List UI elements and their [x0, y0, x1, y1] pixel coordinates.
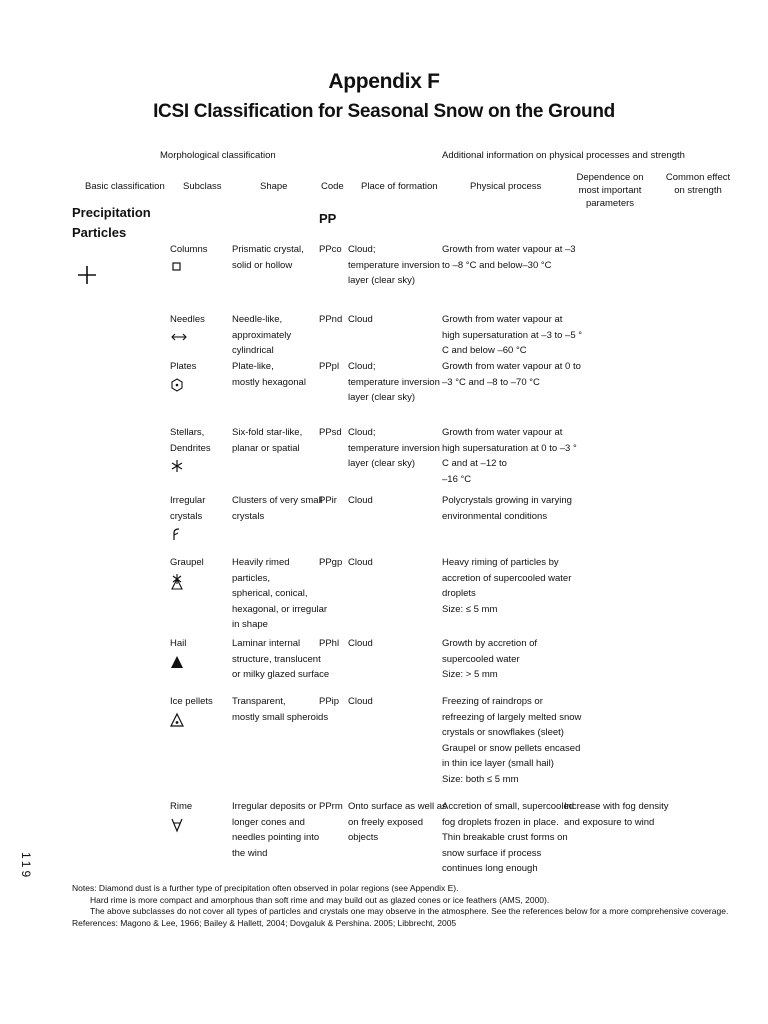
place-cell: Onto surface as well as on freely exposed objects — [348, 801, 447, 843]
code-cell: PPgp — [319, 557, 343, 568]
process-cell: Growth from water vapour at –3 to –8 °C and below–30 °C — [442, 244, 576, 271]
code-cell: PPpl — [319, 361, 340, 372]
irregular-crystal-icon — [170, 526, 184, 542]
subclass-cell: Needles — [170, 312, 205, 344]
group-header-additional: Additional information on physical processes and strength — [442, 150, 685, 161]
process-cell: Growth by accretion of supercooled water Size: > 5 mm — [442, 638, 538, 680]
dotted-triangle-icon — [170, 712, 184, 728]
plus-icon — [76, 264, 98, 286]
shape-cell: Irregular deposits or longer cones and needles pointing into the wind — [232, 801, 320, 859]
inverted-a-icon — [170, 817, 184, 833]
shape-cell: Transparent, mostly small spheroids — [232, 696, 329, 723]
col-header-shape: Shape — [260, 181, 288, 192]
col-header-subclass: Subclass — [183, 181, 222, 192]
process-cell: Accretion of small, supercooled fog droplets frozen in place. Thin breakable crust forms on snow surface if process continues long enough — [442, 801, 575, 874]
dependence-cell: Increase with fog density and exposure to wind — [564, 801, 669, 828]
hexagon-icon — [170, 377, 184, 393]
shape-cell: Plate-like, mostly hexagonal — [232, 361, 306, 388]
note-line: Hard rime is more compact and amorphous than soft rime and may build out as glazed cones or ice feathers (AMS, 2000). — [90, 894, 550, 905]
graupel-icon — [170, 573, 184, 591]
shape-cell: Prismatic crystal, solid or hollow — [232, 244, 304, 271]
notes-block — [72, 883, 729, 929]
place-cell: Cloud — [348, 638, 373, 649]
col-header-process: Physical process — [470, 181, 542, 192]
code-cell: PPco — [319, 244, 342, 255]
place-cell: Cloud — [348, 557, 373, 568]
process-cell: Heavy riming of particles by accretion of supercooled water droplets Size: ≤ 5 mm — [442, 557, 572, 615]
code-cell: PPhl — [319, 638, 340, 649]
shape-cell: Needle-like, approximately cylindrical — [232, 314, 292, 356]
subclass-cell: Plates — [170, 359, 196, 393]
process-cell: Growth from water vapour at high supersaturation at –3 to –5 ° C and below –60 °C — [442, 314, 583, 356]
place-cell: Cloud; temperature inversion layer (clear sky) — [348, 244, 440, 286]
appendix-heading: Appendix F — [328, 70, 440, 93]
col-header-place: Place of formation — [361, 181, 438, 192]
place-cell: Cloud — [348, 314, 373, 325]
subclass-cell: Columns — [170, 242, 208, 274]
process-cell: Growth from water vapour at 0 to –3 °C and –8 to –70 °C — [442, 361, 581, 388]
place-cell: Cloud; temperature inversion layer (clear sky) — [348, 361, 440, 403]
subclass-cell: Irregular crystals — [170, 493, 205, 542]
note-line: The above subclasses do not cover all types of particles and crystals one may observe in the atmosphere. See the references below for a more comprehensive coverage. — [90, 906, 729, 916]
code-cell: PPir — [319, 495, 337, 506]
subclass-cell: Ice pellets — [170, 694, 213, 728]
group-header-morphological: Morphological classification — [160, 150, 276, 161]
place-cell: Cloud; temperature inversion layer (clear sky) — [348, 427, 440, 469]
subclass-cell: Graupel — [170, 555, 204, 591]
shape-cell: Six-fold star-like, planar or spatial — [232, 427, 303, 454]
process-cell: Polycrystals growing in varying environmental conditions — [442, 495, 572, 522]
class-code: PP — [319, 211, 337, 226]
subclass-cell: Stellars, Dendrites — [170, 425, 211, 474]
col-header-basic: Basic classification — [85, 181, 165, 192]
filled-triangle-icon — [170, 654, 184, 670]
square-icon — [170, 260, 184, 274]
double-arrow-icon — [170, 330, 188, 344]
code-cell: PPip — [319, 696, 340, 707]
references-line: References: Magono & Lee, 1966; Bailey & Hallett, 2004; Dovgaluk & Pershina. 2005; Libbrecht, 2005 — [72, 917, 457, 928]
note-line: Notes: Diamond dust is a further type of precipitation often observed in polar regions (see Appendix E). — [72, 883, 459, 893]
shape-cell: Laminar internal structure, translucent or milky glazed surface — [232, 638, 330, 680]
shape-cell: Clusters of very small crystals — [232, 495, 323, 522]
code-cell: PPsd — [319, 427, 342, 438]
col-header-code: Code — [321, 181, 344, 192]
class-name: Precipitation Particles — [72, 205, 151, 240]
col-header-effect: Common effect on strength — [665, 172, 731, 196]
place-cell: Cloud — [348, 495, 373, 506]
shape-cell: Heavily rimed particles, spherical, conical, hexagonal, or irregular in shape — [232, 557, 328, 630]
page-number: 119 — [19, 852, 33, 881]
subclass-cell: Hail — [170, 636, 186, 670]
col-header-dependence: Dependence on most important parameters — [576, 172, 644, 209]
code-cell: PPnd — [319, 314, 343, 325]
subclass-cell: Rime — [170, 799, 192, 833]
page-title: ICSI Classification for Seasonal Snow on the Ground — [153, 101, 615, 122]
process-cell: Freezing of raindrops or refreezing of largely melted snow crystals or snowflakes (sleet) Graupel or snow pellets encased in thin ice layer (small hail) Size: both ≤ 5 mm — [442, 696, 582, 785]
process-cell: Growth from water vapour at high supersaturation at 0 to –3 ° C and at –12 to –16 °C — [442, 427, 577, 485]
asterisk-icon — [170, 458, 184, 474]
code-cell: PPrm — [319, 801, 343, 812]
place-cell: Cloud — [348, 696, 373, 707]
